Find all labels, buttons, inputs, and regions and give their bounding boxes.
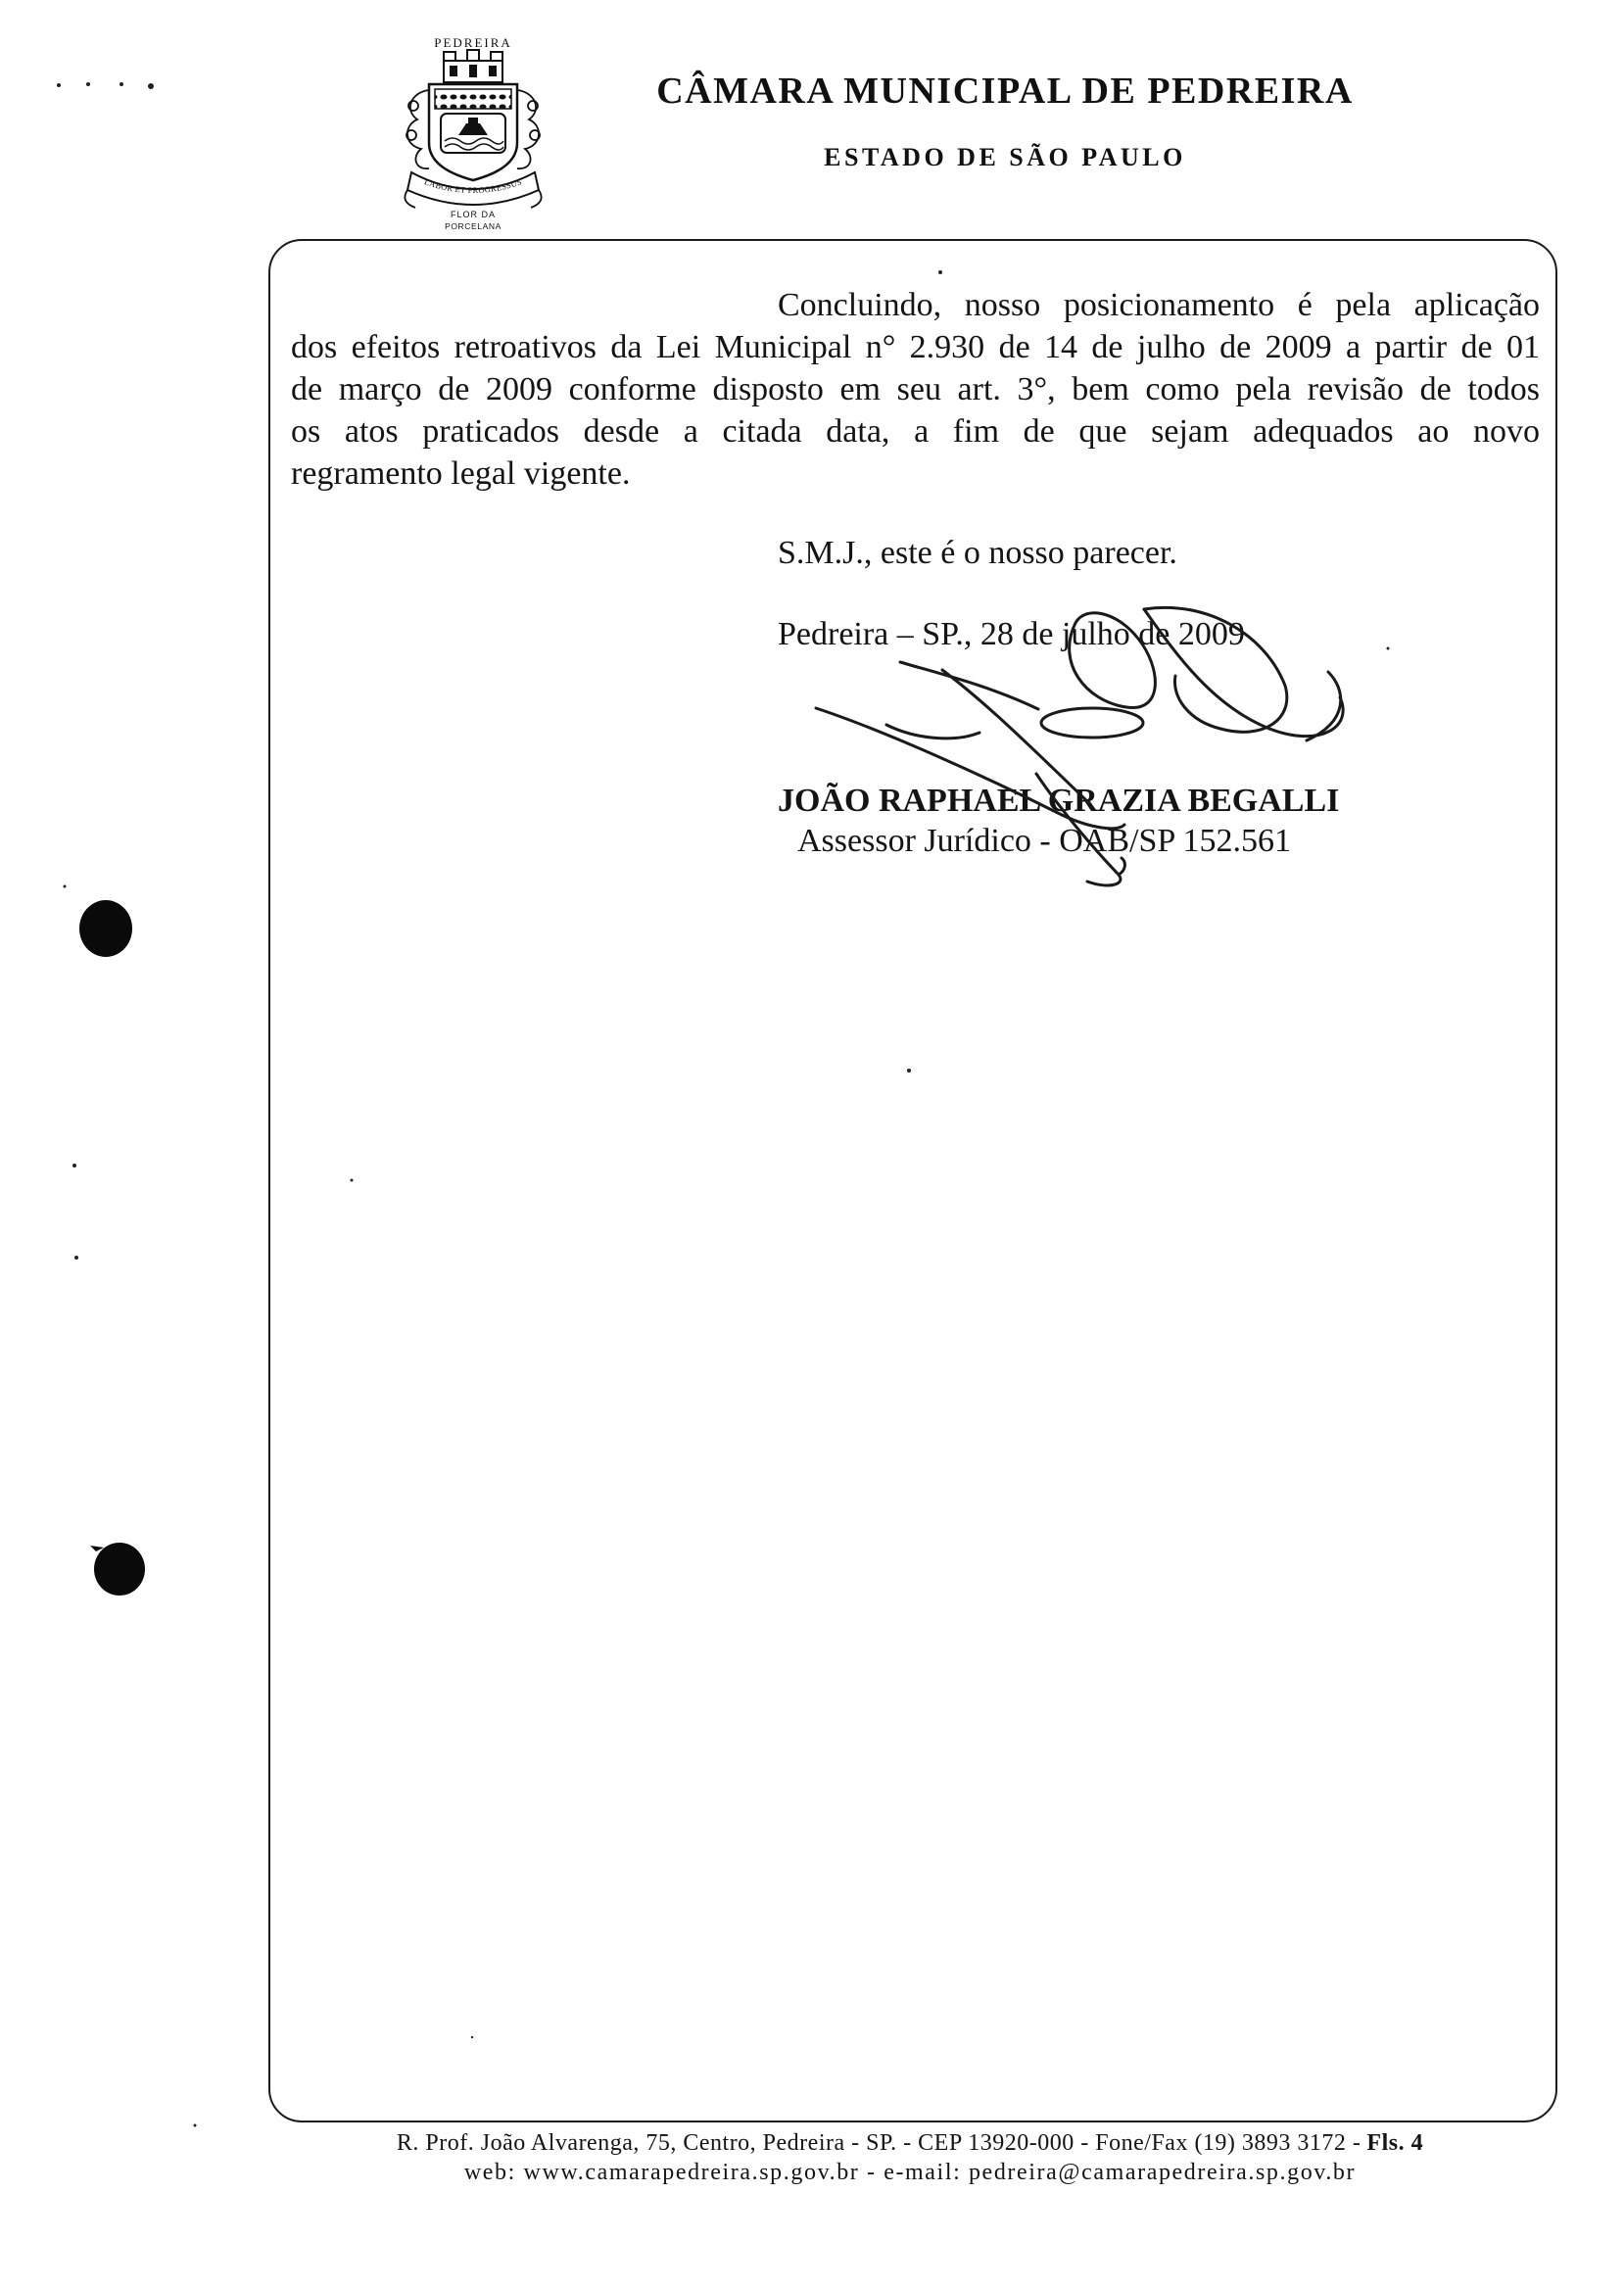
signatory-name: JOÃO RAPHAEL GRAZIA BEGALLI xyxy=(778,783,1340,819)
logo-top-text: PEDREIRA xyxy=(434,35,512,50)
content-frame xyxy=(268,239,1557,2122)
footer-address: R. Prof. João Alvarenga, 75, Centro, Pedreira - SP. - CEP 13920-000 - Fone/Fax (19) 3893 3172 - xyxy=(396,2130,1361,2156)
logo-motto: LABOR ET PROGRESSUS xyxy=(422,176,524,196)
institution-title: CÂMARA MUNICIPAL DE PEDREIRA xyxy=(656,71,1354,112)
logo-bottom-text-2: PORCELANA xyxy=(445,221,502,231)
coat-of-arms-logo xyxy=(390,33,556,239)
paragraph-line: os atos praticados desde a citada data, a fim de que sejam adequados ao novo xyxy=(291,413,1540,450)
footer-contact: web: www.camarapedreira.sp.gov.br - e-mail: pedreira@camarapedreira.sp.gov.br xyxy=(463,2160,1357,2185)
conclusion-paragraph xyxy=(291,284,1540,495)
castle-crown-icon xyxy=(444,50,502,82)
logo-bottom-text-1: FLOR DA xyxy=(450,210,497,219)
institution-subtitle: ESTADO DE SÃO PAULO xyxy=(824,143,1186,171)
paragraph-line: dos efeitos retroativos da Lei Municipal n° 2.930 de 14 de julho de 2009 a partir de 01 xyxy=(291,329,1540,365)
paragraph-line: de março de 2009 conforme disposto em seu art. 3°, bem como pela revisão de todos xyxy=(291,371,1540,407)
closing-remark: S.M.J., este é o nosso parecer. xyxy=(778,535,1177,571)
punch-hole-mark xyxy=(79,900,145,1596)
page-number: Fls. 4 xyxy=(1366,2130,1424,2156)
paragraph-line: Concluindo, nosso posicionamento é pela aplicação xyxy=(778,287,1540,323)
signatory-role: Assessor Jurídico - OAB/SP 152.561 xyxy=(797,823,1292,859)
place-and-date: Pedreira – SP., 28 de julho de 2009 xyxy=(778,616,1245,652)
shield-icon xyxy=(429,84,517,180)
footer-address-line xyxy=(224,2128,1596,2158)
paragraph-line: regramento legal vigente. xyxy=(291,455,631,492)
